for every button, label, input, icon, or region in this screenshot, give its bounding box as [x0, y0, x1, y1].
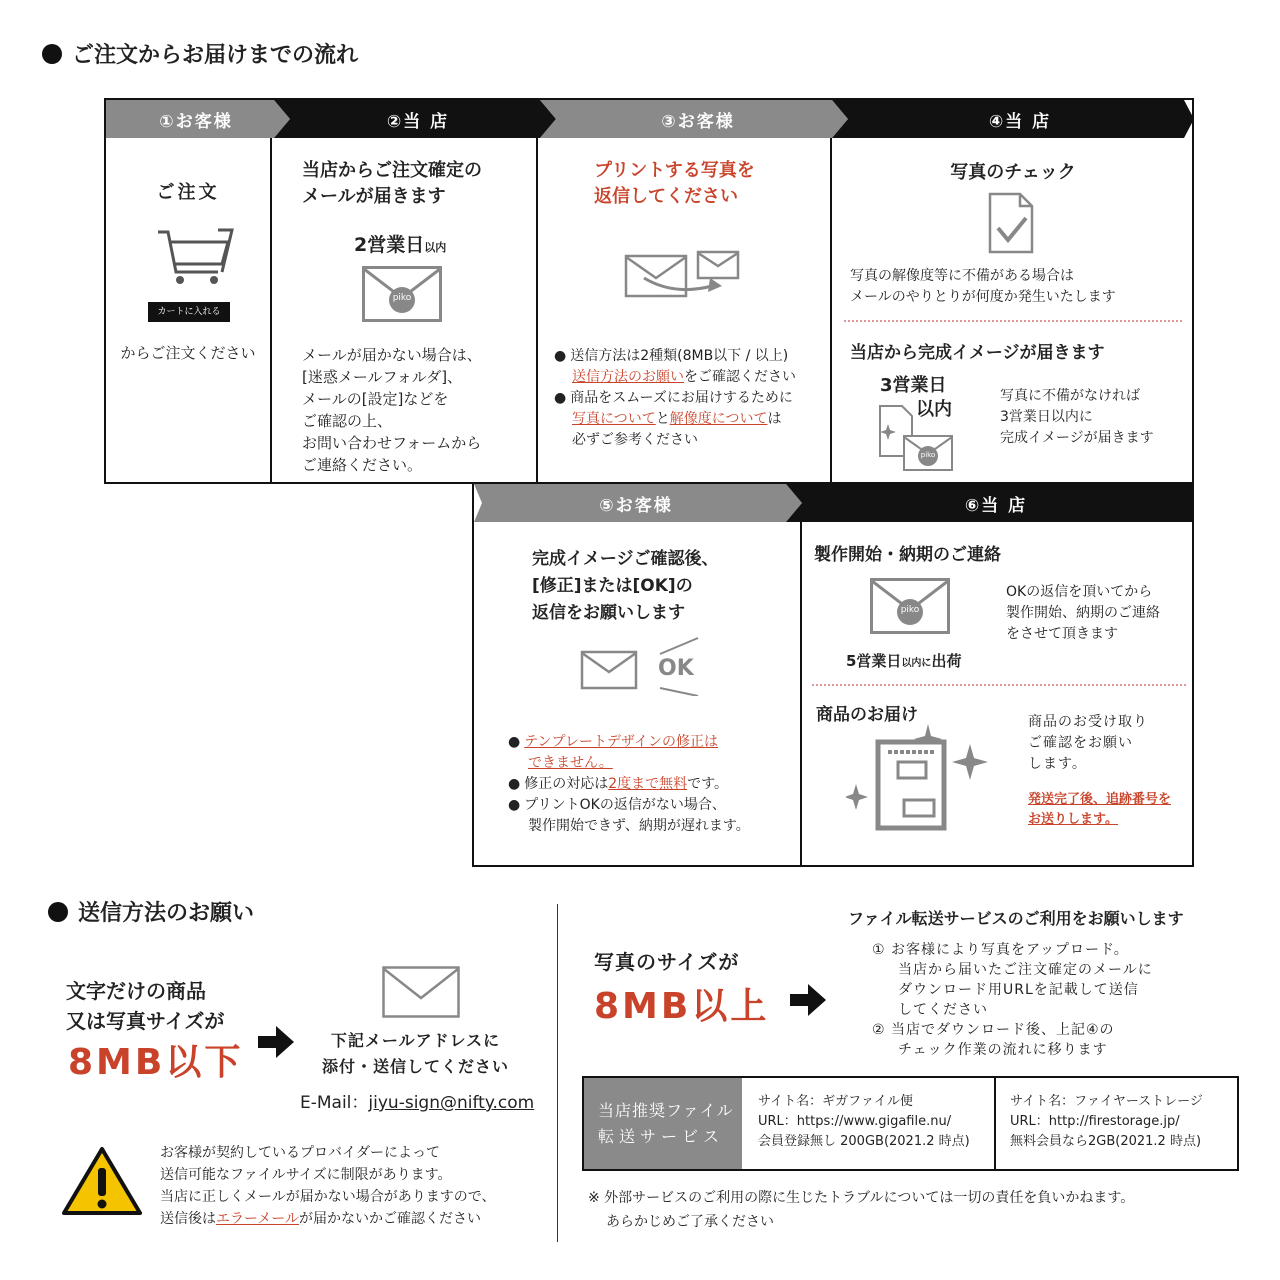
envelope-icon [870, 578, 950, 634]
step2-title-l1: 当店からご注文確定の [302, 160, 482, 181]
step5-title-l2: [修正]または[OK]の [532, 576, 693, 596]
image-delivery-icon [876, 404, 956, 474]
step5-header: ⑤お客様 [599, 495, 673, 516]
step6-days [846, 650, 961, 671]
mail-instruction [322, 1028, 509, 1080]
svc-2a: ② 当店でダウンロード後、上記④の [872, 1022, 1115, 1038]
disclaimer [588, 1186, 1134, 1234]
flow-top-box [104, 98, 1194, 484]
mail-icon [382, 966, 460, 1018]
step3-note2-l1: ● 商品をスムーズにお届けするために [554, 388, 830, 409]
step1-header: ①お客様 [159, 111, 233, 132]
large-file-label: 写真のサイズが [594, 950, 740, 974]
step3-note2 [554, 388, 830, 451]
step4-right-l1: 写真に不備がなければ [1000, 388, 1140, 404]
step6-days-value: 5営業日 [846, 652, 902, 670]
email-link[interactable]: jiyu-sign@nifty.com [368, 1093, 535, 1113]
step5-title-l1: 完成イメージご確認後、 [532, 549, 719, 569]
step5-note2-post: です。 [687, 776, 729, 792]
svc-title: ファイル転送サービスのご利用をお願いします [848, 909, 1184, 928]
step3-title-l2: 返信してください [594, 186, 738, 207]
step6-title: 製作開始・納期のご連絡 [814, 545, 1001, 565]
dotted-divider [844, 320, 1182, 322]
step3-note1-l1: ● 送信方法は2種類(8MB以下 / 以上) [554, 346, 830, 367]
step2-body [302, 344, 482, 476]
section-title-flow [42, 38, 358, 69]
step6-track-l1: 発送完了後、追跡番号を [1028, 792, 1172, 807]
document-check-icon [988, 192, 1034, 254]
link-send-method[interactable]: 送信方法のお願い [572, 369, 684, 385]
step2-days-sub: 以内 [424, 241, 447, 254]
bullet-icon [42, 44, 62, 64]
step2-body-line: メールが届かない場合は、 [302, 346, 482, 364]
service-firestorage [996, 1078, 1237, 1169]
flow-bottom-box [472, 484, 1194, 867]
site1-note: 会員登録無し 200GB(2021.2 時点) [758, 1134, 970, 1149]
step2-body-line: ご確認の上、 [302, 412, 393, 430]
step4-header: ④当 店 [988, 111, 1052, 132]
step4-right-l3: 完成イメージが届きます [1000, 430, 1154, 446]
cart-button: カートに入れる [148, 302, 230, 322]
divider [800, 522, 802, 865]
step3-and: と [655, 411, 670, 427]
step5-title-l3: 返信をお願いします [532, 603, 685, 623]
ok-mail-icon [580, 636, 704, 696]
warning-l2: 送信可能なファイルサイズに制限があります。 [160, 1167, 452, 1183]
step6-recv-l1: 商品のお受け取り [1028, 714, 1148, 730]
table-head [584, 1078, 742, 1169]
step2-body-line: メールの[設定]などを [302, 390, 449, 408]
step2-title [302, 158, 482, 210]
step2-body-line: ご連絡ください。 [302, 456, 423, 474]
step6-right-l1: OKの返信を頂いてから [1006, 584, 1153, 600]
step3-header: ③お客様 [661, 111, 735, 132]
envelope-label: piko [900, 605, 920, 615]
svc-1b: 当店から届いたご注文確定のメールに [898, 962, 1153, 978]
small-file-label [66, 976, 224, 1036]
step6-sub-title: 商品のお届け [816, 705, 918, 725]
table-head-l1: 当店推奨ファイル [598, 1100, 734, 1120]
mail-instruction-l1: 下記メールアドレスに [330, 1031, 501, 1050]
step5-note2-red: 2度まで無料 [608, 776, 688, 792]
svc-steps [872, 940, 1153, 1060]
dotted-divider [812, 684, 1186, 686]
section-title-send [48, 896, 254, 927]
step6-track [1028, 790, 1171, 830]
step4-body-l1: 写真の解像度等に不備がある場合は [850, 268, 1074, 284]
step2-days-value: 2営業日 [354, 234, 425, 256]
vertical-divider [557, 904, 558, 1242]
step4-days-sub: 以内 [916, 399, 952, 420]
step3-note1 [554, 346, 830, 388]
envelope-label: piko [920, 451, 936, 459]
step6-right-l2: 製作開始、納期のご連絡 [1006, 605, 1160, 621]
svc-2b: チェック作業の流れに移ります [898, 1042, 1108, 1058]
step6-recv [1028, 712, 1148, 775]
step6-days-sub: 以内に [901, 658, 932, 669]
step6-track-l2: お送りします。 [1028, 812, 1118, 827]
arrow-right-icon [790, 984, 826, 1016]
step4-body-l2: メールのやりとりが何度か発生いたします [850, 289, 1116, 305]
package-icon [846, 720, 996, 834]
divider [536, 138, 538, 484]
step6-recv-l3: します。 [1028, 756, 1087, 772]
email-line [300, 1088, 534, 1113]
link-about-resolution[interactable]: 解像度について [669, 411, 768, 427]
table-head-l2: 転送サービス [598, 1126, 725, 1146]
ok-label: OK [658, 656, 694, 681]
step4-body [850, 266, 1116, 308]
svc-1c: ダウンロード用URLを記載して送信 [898, 982, 1139, 998]
arrow-right-icon [258, 1026, 294, 1058]
section-title-send-text: 送信方法のお願い [78, 901, 255, 926]
step1-body: からご注文ください [120, 344, 256, 362]
step3-notes [554, 346, 830, 451]
site2-note: 無料会員なら2GB(2021.2 時点) [1010, 1134, 1202, 1149]
divider [270, 138, 272, 484]
step5-note1-l1: テンプレートデザインの修正は [524, 734, 718, 750]
site1-name: サイト名：ギガファイル便 [758, 1094, 913, 1109]
mail-instruction-l2: 添付・送信してください [322, 1057, 510, 1076]
warning-icon [62, 1146, 142, 1216]
step5-note1-l2: できません。 [528, 755, 613, 771]
warning-text [160, 1142, 495, 1230]
step1-title: ご注文 [156, 182, 220, 203]
step5-note2 [508, 774, 750, 795]
step6-days-post: 出荷 [931, 652, 962, 670]
step3-title [594, 158, 755, 210]
warning-l3: 当店に正しくメールが届かない場合がありますので、 [160, 1189, 496, 1205]
step2-title-l2: メールが届きます [302, 186, 446, 207]
service-gigafile [742, 1078, 996, 1169]
warning-l1: お客様が契約しているプロバイダーによって [160, 1145, 440, 1161]
step3-note2-l3: 必ずご参考ください [572, 432, 698, 448]
step6-right-l3: をさせて頂きます [1006, 626, 1118, 642]
step6-header: ⑥当 店 [964, 495, 1028, 516]
step6-right [1006, 582, 1160, 645]
recommended-services-table [582, 1076, 1239, 1171]
step6-recv-l2: ご確認をお願い [1028, 735, 1133, 751]
step3-wa: は [767, 411, 782, 427]
step4-sub-title: 当店から完成イメージが届きます [850, 343, 1105, 363]
site1-url[interactable]: URL：https://www.gigafile.nu/ [758, 1114, 952, 1129]
step5-note1 [508, 732, 750, 753]
svc-1a: ① お客様により写真をアップロード。 [872, 942, 1129, 958]
step2-header: ②当 店 [386, 111, 450, 132]
step4-title: 写真のチェック [950, 162, 1076, 183]
step5-note3-l2: 製作開始できず、納期が遅れます。 [528, 818, 750, 834]
link-about-photos[interactable]: 写真について [572, 411, 656, 427]
step4-days-value: 3営業日 [880, 375, 947, 396]
under-8mb: 8MB以下 [68, 1042, 244, 1083]
svc-1d: してください [898, 1002, 988, 1018]
envelope-icon [362, 266, 442, 322]
step2-body-line: [迷惑メールフォルダ]、 [302, 368, 463, 386]
step4-right [1000, 386, 1154, 449]
step5-notes [508, 732, 750, 837]
bullet-icon [48, 902, 68, 922]
step4-right-l2: 3営業日以内に [1000, 409, 1093, 425]
warning-l4-pre: 送信後は [160, 1211, 216, 1227]
disclaimer-l1: ※ 外部サービスのご利用の際に生じたトラブルについては一切の責任を負いかねます。 [588, 1190, 1135, 1206]
step2-body-line: お問い合わせフォームから [302, 434, 482, 452]
small-file-l1: 文字だけの商品 [66, 979, 206, 1003]
send-mail-icon [624, 248, 744, 300]
warning-l4-post: が届かないかご確認ください [299, 1211, 482, 1227]
disclaimer-l2: あらかじめご了承ください [606, 1214, 774, 1230]
step5-note1-cont [508, 753, 750, 774]
step2-days [354, 230, 446, 257]
small-file-l2: 又は写真サイズが [66, 1009, 225, 1033]
flow-top-headers [106, 100, 1194, 138]
step3-title-l1: プリントする写真を [594, 160, 755, 181]
site2-url[interactable]: URL：http://firestorage.jp/ [1010, 1114, 1180, 1129]
step3-note1-rest: をご確認ください [684, 369, 796, 385]
envelope-label: piko [392, 293, 412, 303]
step5-note3-l1: ● プリントOKの返信がない場合、 [508, 795, 750, 816]
error-mail-link: エラーメール [216, 1211, 300, 1227]
section-title-flow-text: ご注文からお届けまでの流れ [72, 43, 359, 68]
divider [830, 138, 832, 484]
step5-note2-pre: 修正の対応は [524, 776, 609, 792]
step5-title [532, 546, 719, 627]
over-8mb: 8MB以上 [594, 986, 770, 1027]
cart-icon [156, 224, 236, 286]
email-label: E-Mail： [300, 1093, 369, 1113]
site2-name: サイト名：ファイヤーストレージ [1010, 1094, 1203, 1109]
warning-l4 [160, 1208, 495, 1230]
